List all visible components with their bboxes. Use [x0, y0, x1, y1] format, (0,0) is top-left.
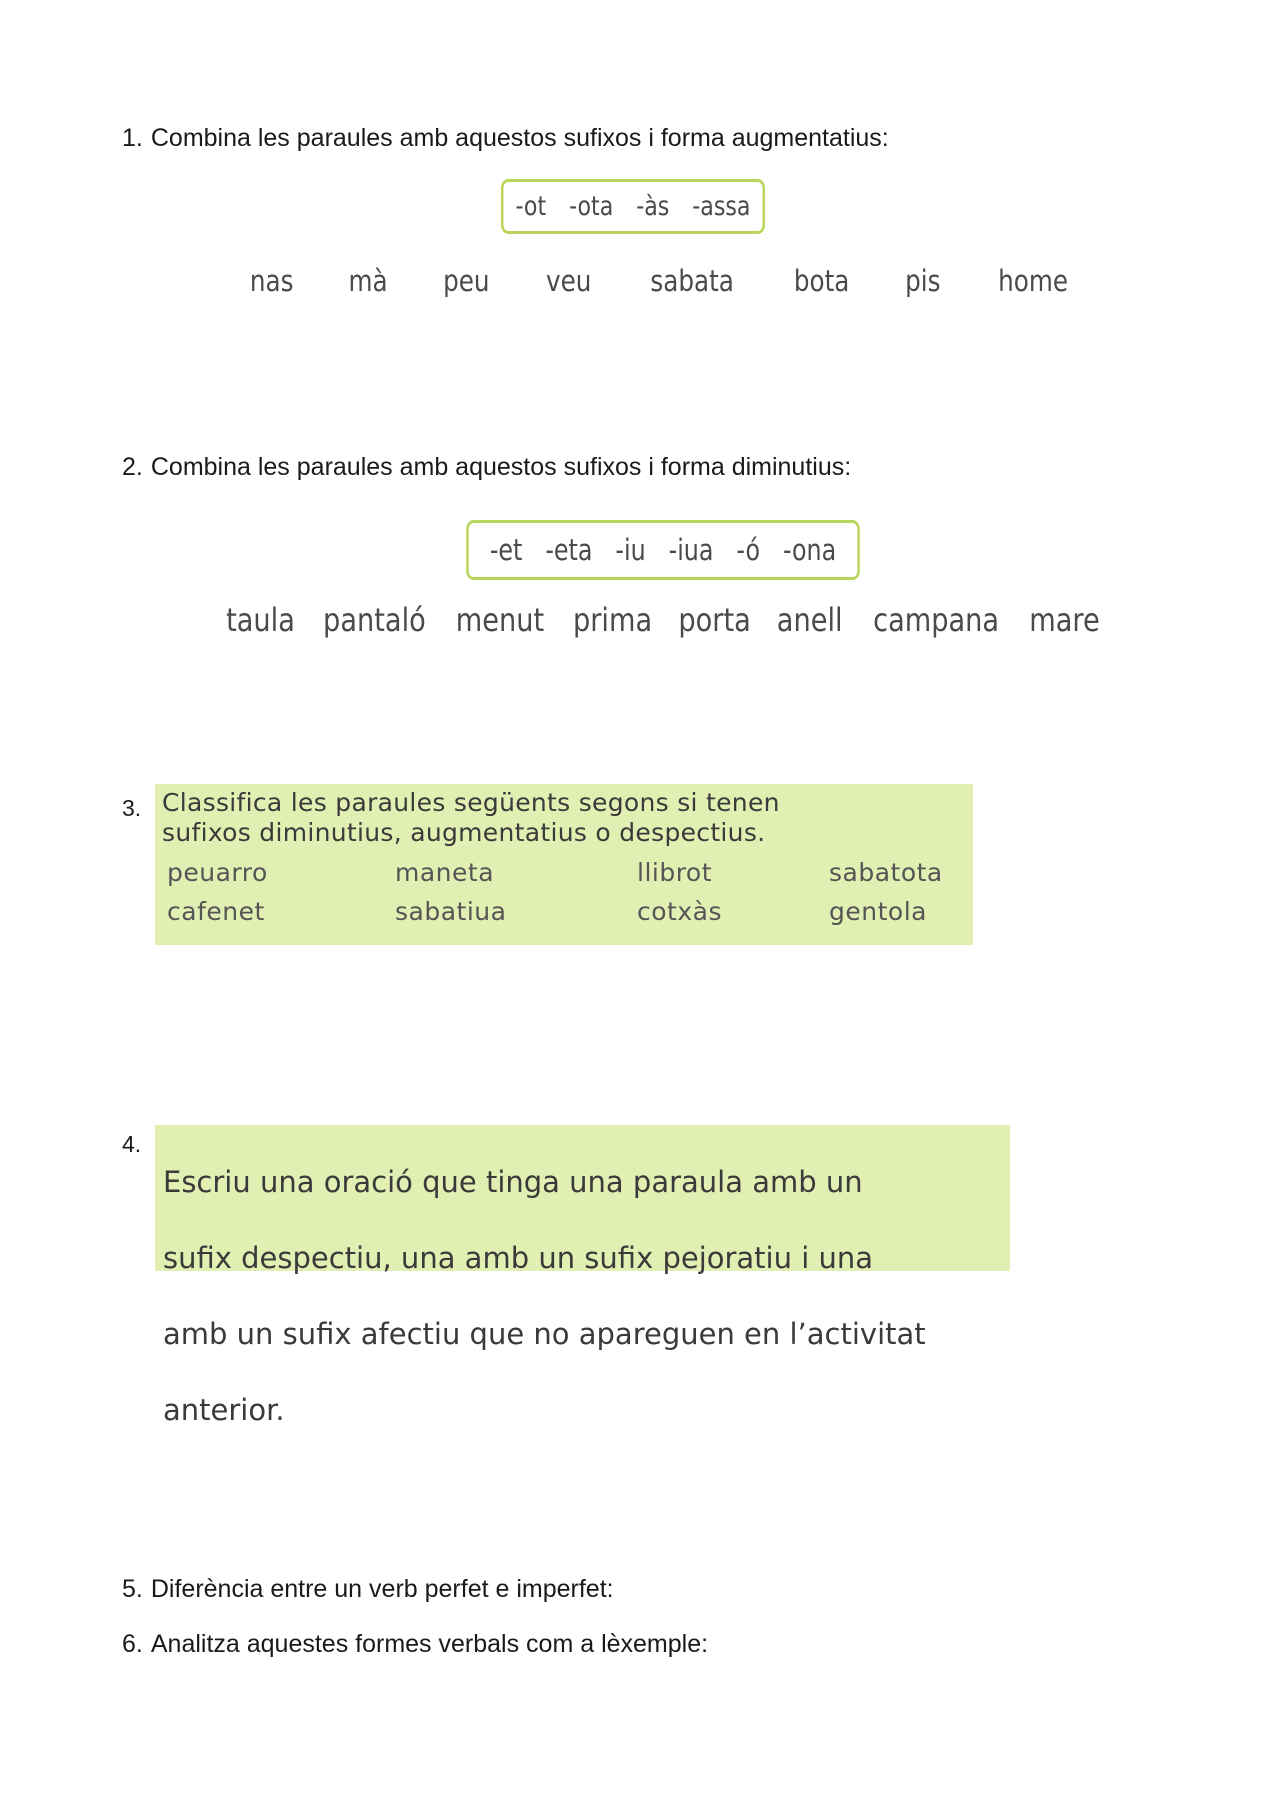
suffix: -et	[489, 533, 523, 567]
word: pantaló	[323, 601, 427, 639]
suffix-box-diminutive	[466, 520, 860, 580]
question-text: Combina les paraules amb aquestos sufixos i forma diminutius:	[150, 453, 852, 481]
question-number: 1.	[122, 124, 143, 152]
suffix: -assa	[692, 191, 751, 222]
word: anell	[776, 601, 843, 639]
word: peu	[443, 264, 490, 298]
exercise-3-instruction	[162, 788, 780, 848]
question-number: 6.	[122, 1630, 143, 1658]
exercise-3-panel	[155, 784, 973, 945]
suffix: -iu	[615, 533, 646, 567]
instruction-line: sufixos diminutius, augmentatius o despectius.	[162, 818, 766, 847]
suffix: -ona	[782, 533, 837, 567]
word: menut	[456, 601, 545, 639]
word: veu	[545, 264, 592, 298]
suffix: -ot	[515, 191, 547, 222]
word: gentola	[829, 897, 927, 926]
word: mà	[348, 264, 388, 298]
suffix: -ó	[736, 533, 760, 567]
word: maneta	[395, 858, 495, 887]
suffix: -eta	[545, 533, 593, 567]
question-number: 5.	[122, 1575, 143, 1603]
suffix: -ota	[569, 191, 614, 222]
suffix-box-augmentative	[501, 179, 765, 234]
question-1	[122, 124, 889, 153]
word: cotxàs	[637, 897, 722, 926]
suffix: -iua	[668, 533, 714, 567]
word: campana	[872, 601, 999, 639]
word: taula	[226, 601, 295, 639]
instruction-line: Escriu una oració que tinga una paraula amb un	[163, 1165, 863, 1199]
instruction-line: Classifica les paraules següents segons si tenen	[162, 788, 780, 817]
instruction-line: sufix despectiu, una amb un sufix pejoratiu i una	[163, 1241, 874, 1275]
question-5	[122, 1575, 614, 1604]
word: cafenet	[167, 897, 265, 926]
question-2	[122, 453, 851, 482]
question-number: 4.	[122, 1131, 142, 1157]
word: sabata	[650, 264, 734, 298]
question-number: 3.	[122, 795, 142, 821]
word: sabatiua	[395, 897, 507, 926]
word-list-diminutive	[220, 601, 1106, 639]
word: home	[997, 264, 1068, 298]
question-text: Diferència entre un verb perfet e imperfet:	[150, 1575, 614, 1603]
word: nas	[249, 264, 294, 298]
word-list-augmentative	[246, 264, 1074, 298]
word: pis	[905, 264, 941, 298]
word: peuarro	[167, 858, 268, 887]
exercise-3-word-grid	[167, 858, 967, 926]
question-number: 2.	[122, 453, 143, 481]
word: porta	[678, 601, 752, 639]
question-6	[122, 1630, 708, 1659]
question-text: Combina les paraules amb aquestos sufixos i forma augmentatius:	[150, 124, 889, 152]
instruction-line: anterior.	[163, 1393, 285, 1427]
instruction-line: amb un sufix afectiu que no apareguen en l’activitat	[163, 1317, 926, 1351]
suffix: -às	[636, 191, 670, 222]
word: llibrot	[637, 858, 713, 887]
word: prima	[572, 601, 652, 639]
question-text: Analitza aquestes formes verbals com a lèxemple:	[150, 1630, 709, 1658]
exercise-4-instruction	[163, 1125, 926, 1467]
word: mare	[1029, 601, 1100, 639]
exercise-4-panel	[155, 1125, 1010, 1427]
word: sabatota	[829, 858, 943, 887]
word: bota	[793, 264, 850, 298]
